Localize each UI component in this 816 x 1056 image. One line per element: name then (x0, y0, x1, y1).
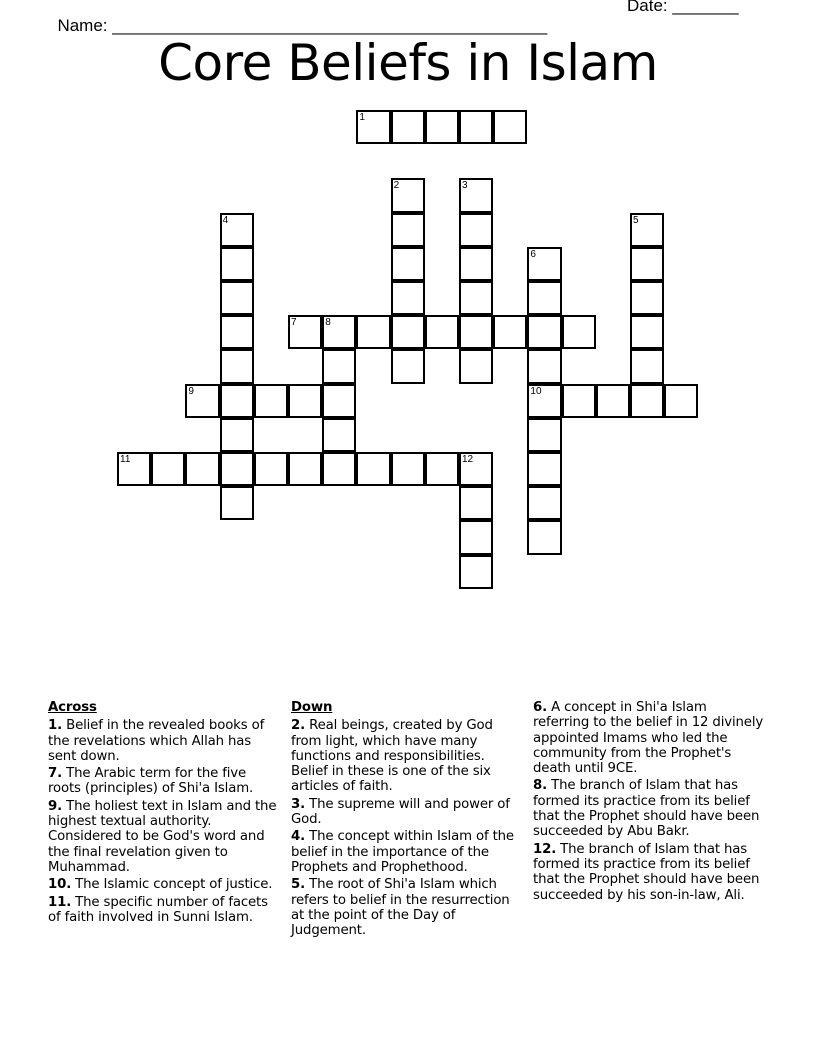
grid-cell[interactable] (391, 110, 425, 144)
clue-down-6 (533, 700, 765, 776)
grid-cell[interactable] (356, 315, 390, 349)
clue-text: The Islamic concept of justice. (71, 877, 273, 893)
clue-number: 5. (291, 877, 306, 893)
cell-number: 3 (462, 180, 468, 192)
grid-cell[interactable] (288, 384, 322, 418)
clue-text: The Arabic term for the five roots (principles) of Shi'a Islam. (48, 766, 254, 797)
grid-cell[interactable] (527, 384, 561, 418)
grid-cell[interactable] (185, 452, 219, 486)
clue-text: The root of Shi'a Islam which refers to belief in the resurrection at the point of the Day of Judgement. (291, 877, 510, 939)
grid-cell[interactable] (630, 281, 664, 315)
cell-number: 8 (325, 317, 331, 329)
clue-number: 4. (291, 829, 306, 845)
clue-across-1 (48, 718, 280, 764)
grid-cell[interactable] (322, 384, 356, 418)
clue-down-12 (533, 842, 765, 903)
grid-cell[interactable] (459, 178, 493, 212)
clue-across-10 (48, 877, 280, 892)
grid-cell[interactable] (527, 281, 561, 315)
grid-cell[interactable] (391, 452, 425, 486)
grid-cell[interactable] (391, 281, 425, 315)
cell-number: 2 (393, 180, 400, 192)
grid-cell[interactable] (459, 520, 493, 554)
grid-cell[interactable] (391, 349, 425, 383)
grid-cell[interactable] (459, 486, 493, 520)
grid-cell[interactable] (527, 418, 561, 452)
grid-cell[interactable] (527, 247, 561, 281)
clue-down-3 (291, 797, 523, 828)
cell-number: 12 (462, 454, 474, 465)
clue-text: Real beings, created by God from light, which have many functions and responsibilities. Belief in these is one of the six articles of faith. (291, 718, 493, 795)
cell-number: 5 (633, 214, 639, 226)
grid-cell[interactable] (630, 247, 664, 281)
grid-cell[interactable] (322, 418, 356, 452)
cell-number: 7 (291, 317, 297, 329)
clue-text: The holiest text in Islam and the highest textual authority. Considered to be God's word and the final revelation given to Muhammad. (48, 798, 277, 875)
down-clues-continued (533, 700, 765, 905)
grid-cell[interactable] (527, 520, 561, 554)
grid-cell[interactable] (288, 452, 322, 486)
grid-cell[interactable] (630, 213, 664, 247)
clue-across-11 (48, 895, 280, 926)
clue-text: The branch of Islam that has formed its practice from its belief that the Prophet should have been succeeded by his son-in-law, Ali. (533, 841, 760, 903)
grid-cell[interactable] (493, 315, 527, 349)
grid-cell[interactable] (254, 384, 288, 418)
grid-cell[interactable] (391, 247, 425, 281)
clue-text: A concept in Shi'a Islam referring to the belief in 12 divinely appointed Imams who led the community from the Prophet's death until 9CE. (533, 700, 764, 777)
cell-number: 4 (222, 214, 229, 226)
clue-number: 7. (48, 766, 63, 782)
clue-down-2 (291, 718, 523, 794)
clue-down-5 (291, 877, 523, 938)
grid-cell[interactable] (391, 315, 425, 349)
grid-cell[interactable] (425, 110, 459, 144)
grid-cell[interactable] (220, 247, 254, 281)
clue-text: Belief in the revealed books of the revelations which Allah has sent down. (48, 718, 265, 764)
down-heading: Down (291, 700, 333, 715)
grid-cell[interactable] (459, 452, 493, 486)
clue-text: The specific number of facets of faith involved in Sunni Islam. (48, 894, 268, 925)
clue-down-4 (291, 829, 523, 875)
clue-number: 9. (48, 798, 63, 814)
cell-number: 10 (530, 385, 542, 397)
cell-number: 9 (188, 385, 194, 397)
grid-cell[interactable] (527, 349, 561, 383)
grid-cell[interactable] (117, 452, 151, 486)
clue-number: 12. (533, 841, 557, 857)
grid-cell[interactable] (664, 384, 698, 418)
grid-cell[interactable] (220, 486, 254, 520)
grid-cell[interactable] (254, 452, 288, 486)
grid-cell[interactable] (220, 384, 254, 418)
grid-cell[interactable] (630, 384, 664, 418)
clue-down-8 (533, 778, 765, 839)
page-title: Core Beliefs in Islam (158, 34, 658, 92)
clue-number: 2. (291, 718, 306, 734)
grid-cell[interactable] (220, 281, 254, 315)
grid-cell[interactable] (220, 315, 254, 349)
grid-cell[interactable] (356, 452, 390, 486)
grid-cell[interactable] (220, 452, 254, 486)
grid-cell[interactable] (391, 213, 425, 247)
grid-cell[interactable] (459, 213, 493, 247)
grid-cell[interactable] (630, 315, 664, 349)
cell-number: 1 (359, 112, 365, 123)
grid-cell[interactable] (425, 315, 459, 349)
grid-cell[interactable] (459, 247, 493, 281)
grid-cell[interactable] (459, 110, 493, 144)
clue-text: The branch of Islam that has formed its practice from its belief that the Prophet should have been succeeded by Abu Bakr. (533, 778, 760, 840)
grid-cell[interactable] (527, 452, 561, 486)
clue-text: The concept within Islam of the belief in the importance of the Prophets and Prophethood. (291, 829, 514, 875)
grid-cell[interactable] (459, 349, 493, 383)
grid-cell[interactable] (220, 418, 254, 452)
grid-cell[interactable] (527, 486, 561, 520)
clue-number: 11. (48, 894, 72, 910)
clue-number: 6. (533, 700, 548, 715)
clue-number: 1. (48, 718, 63, 734)
grid-cell[interactable] (322, 315, 356, 349)
grid-cell[interactable] (459, 315, 493, 349)
grid-cell[interactable] (459, 281, 493, 315)
grid-cell[interactable] (630, 349, 664, 383)
grid-cell[interactable] (220, 213, 254, 247)
grid-cell[interactable] (322, 452, 356, 486)
grid-cell[interactable] (151, 452, 185, 486)
cell-number: 6 (530, 248, 536, 260)
grid-cell[interactable] (493, 110, 527, 144)
clue-number: 10. (48, 877, 72, 893)
grid-cell[interactable] (288, 315, 322, 349)
grid-cell[interactable] (527, 315, 561, 349)
across-clues (48, 700, 280, 927)
date-field[interactable]: Date: _______ (627, 0, 739, 15)
down-clues (291, 700, 523, 940)
grid-cell[interactable] (562, 384, 596, 418)
grid-cell[interactable] (185, 384, 219, 418)
name-field[interactable]: Name: ______________________________________________ (57, 16, 548, 35)
clue-number: 8. (533, 778, 548, 794)
clue-text: The supreme will and power of God. (291, 796, 510, 828)
grid-cell[interactable] (356, 110, 390, 144)
across-heading: Across (48, 700, 97, 715)
clue-across-9 (48, 799, 280, 875)
grid-cell[interactable] (391, 178, 425, 212)
grid-cell[interactable] (322, 349, 356, 383)
grid-cell[interactable] (459, 555, 493, 589)
clue-number: 3. (291, 796, 306, 812)
grid-cell[interactable] (220, 349, 254, 383)
clue-across-7 (48, 766, 280, 797)
grid-cell[interactable] (596, 384, 630, 418)
grid-cell[interactable] (425, 452, 459, 486)
cell-number: 11 (120, 454, 131, 465)
grid-cell[interactable] (562, 315, 596, 349)
